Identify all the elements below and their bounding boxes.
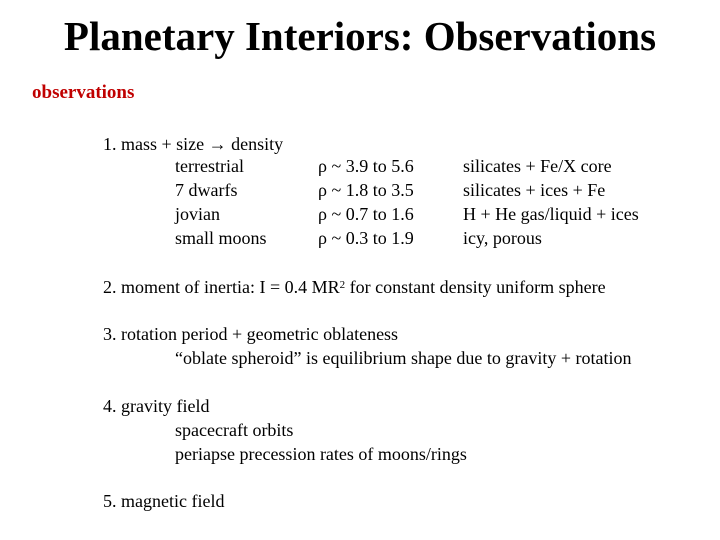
row-jovian-density: ρ ~ 0.7 to 1.6 xyxy=(318,204,414,224)
row-terrestrial-composition: silicates + Fe/X core xyxy=(463,156,612,176)
row-jovian-name: jovian xyxy=(175,204,220,224)
item-4-heading: 4. gravity field xyxy=(103,396,210,416)
item-3-detail: “oblate spheroid” is equilibrium shape due to gravity + rotation xyxy=(175,348,632,368)
row-terrestrial-name: terrestrial xyxy=(175,156,244,176)
row-small-moons-composition: icy, porous xyxy=(463,228,542,248)
row-dwarfs-composition: silicates + ices + Fe xyxy=(463,180,606,200)
item-2-line xyxy=(103,276,606,298)
page-title: Planetary Interiors: Observations xyxy=(63,13,657,59)
item-1-heading: 1. mass + size → density xyxy=(103,134,284,154)
item-2-suffix: for constant density uniform sphere xyxy=(345,277,606,297)
item-4-detail-orbits: spacecraft orbits xyxy=(175,420,294,440)
item-3-heading: 3. rotation period + geometric oblateness xyxy=(103,324,399,344)
item-2-exponent: 2 xyxy=(339,279,346,291)
row-jovian-composition: H + He gas/liquid + ices xyxy=(463,204,639,224)
row-dwarfs-density: ρ ~ 1.8 to 3.5 xyxy=(318,180,414,200)
row-terrestrial-density: ρ ~ 3.9 to 5.6 xyxy=(318,156,414,176)
row-small-moons-name: small moons xyxy=(175,228,267,248)
section-subtitle: observations xyxy=(32,82,135,103)
row-small-moons-density: ρ ~ 0.3 to 1.9 xyxy=(318,228,414,248)
row-dwarfs-name: 7 dwarfs xyxy=(175,180,238,200)
item-2-prefix: 2. moment of inertia: I = 0.4 MR xyxy=(103,277,340,297)
item-5-heading: 5. magnetic field xyxy=(103,491,225,511)
item-4-detail-precession: periapse precession rates of moons/rings xyxy=(175,444,467,464)
